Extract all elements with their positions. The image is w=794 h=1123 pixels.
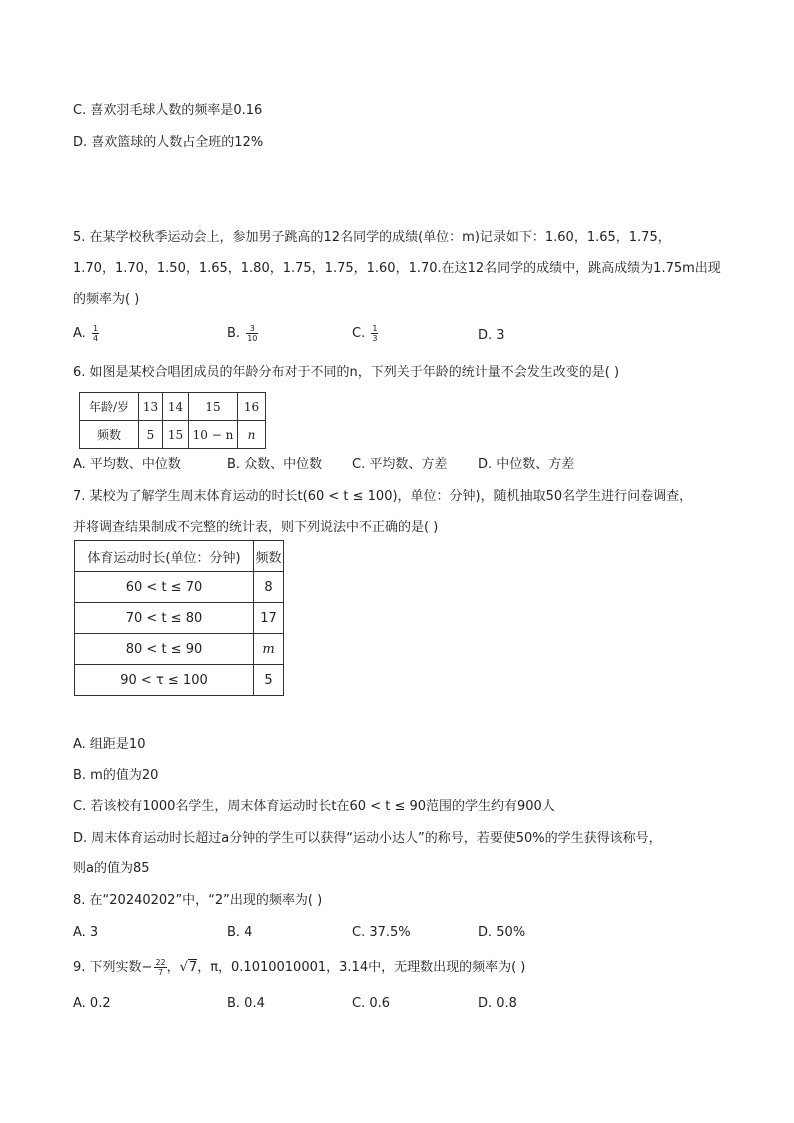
table-row [80,421,266,449]
q5-stem-line1: 5. 在某学校秋季运动会上，参加男子跳高的12名同学的成绩(单位：m)记录如下：1.60，1.65，1.75， [73,230,671,245]
q8-stem: 8. 在“20240202”中，“2”出现的频率为( ) [73,893,323,908]
q9-option-d: D. 0.8 [478,996,517,1011]
q8-option-b: B. 4 [227,925,253,940]
table-cell: 17 [254,603,284,634]
table-cell: m [254,634,284,665]
q6-option-c: C. 平均数、方差 [352,457,448,472]
q7-option-d-line1: D. 周末体育运动时长超过a分钟的学生可以获得“运动小达人”的称号，若要使50%的学生获得该称号， [73,831,662,846]
table-cell: 10 − n [189,421,238,449]
table-header-cell: 体育运动时长(单位：分钟) [75,541,254,572]
q6-option-a: A. 平均数、中位数 [73,457,181,472]
sqrt-argument: 7 [188,960,198,975]
q5-stem-line3: 的频率为( ) [73,292,140,307]
option-label: B. [227,326,241,341]
q7-option-d-line2: 则a的值为85 [73,861,150,876]
table-row [80,393,266,421]
table-row [75,572,284,603]
option-label: D. [478,328,493,343]
q7-stem-line1: 7. 某校为了解学生周末体育运动的时长t(60 < t ≤ 100)，单位：分钟)，随机抽取50名学生进行问卷调查， [73,489,693,504]
q7-option-a: A. 组距是10 [73,737,146,752]
q7-option-b: B. m的值为20 [73,768,159,783]
q5-option-d [478,327,505,345]
table-cell: 70 < t ≤ 80 [75,603,254,634]
q5-option-c [352,324,378,343]
table-row [75,541,284,572]
q4-option-d: D. 喜欢篮球的人数占全班的12% [73,135,264,150]
table-row [75,634,284,665]
q7-stem-line2: 并将调查结果制成不完整的统计表，则下列说法中不正确的是( ) [73,520,439,535]
fraction: $\frac{22}{7}$ [155,958,166,977]
table-header-cell: 频数 [254,541,284,572]
q9-stem-prefix: 9. 下列实数− [73,960,153,975]
table-cell: 15 [163,421,189,449]
q9-option-b: B. 0.4 [227,996,265,1011]
table-cell: 16 [238,393,266,421]
table-cell: 5 [254,665,284,696]
option-label: C. [352,326,366,341]
q9-stem [73,958,525,977]
table-row [75,665,284,696]
q8-option-a: A. 3 [73,925,99,940]
q5-stem-line2: 1.70，1.70，1.50，1.65，1.80，1.75，1.75，1.60，1.70.在这12名同学的成绩中，跳高成绩为1.75m出现 [73,261,721,276]
q9-option-a: A. 0.2 [73,996,111,1011]
table-cell: n [238,421,266,449]
fraction: $\frac{1}{3}$ [372,324,378,343]
q9-option-c: C. 0.6 [352,996,391,1011]
fraction: $\frac{3}{10}$ [247,324,258,343]
option-label: A. [73,326,86,341]
table-cell: 5 [139,421,163,449]
table-cell: 15 [189,393,238,421]
q7-option-c: C. 若该校有1000名学生，周末体育运动时长t在60 < t ≤ 90范围的学生约有900人 [73,799,555,814]
q5-option-a [73,324,99,343]
q6-option-d: D. 中位数、方差 [478,457,575,472]
table-cell: 80 < t ≤ 90 [75,634,254,665]
q6-stem: 6. 如图是某校合唱团成员的年龄分布对于不同的n，下列关于年龄的统计量不会发生改变的是( ) [73,365,620,380]
table-cell: 60 < t ≤ 70 [75,572,254,603]
table-cell: 频数 [80,421,139,449]
table-cell: 年龄/岁 [80,393,139,421]
q9-stem-suffix: ，π，0.1010010001，3.14中，无理数出现的频率为( ) [197,960,526,975]
q6-option-b: B. 众数、中位数 [227,457,323,472]
q5-option-b [227,324,258,343]
table-cell: 14 [163,393,189,421]
table-row [75,603,284,634]
option-value: 3 [496,328,505,343]
fraction: $\frac{1}{4}$ [92,324,99,343]
q4-option-c: C. 喜欢羽毛球人数的频率是0.16 [73,103,263,118]
q8-option-d: D. 50% [478,925,526,940]
table-cell: 90 < τ ≤ 100 [75,665,254,696]
table-cell: 8 [254,572,284,603]
q9-stem-mid: ，√ [166,960,188,975]
table-cell: 13 [139,393,163,421]
q8-option-c: C. 37.5% [352,925,411,940]
q6-age-table [79,392,266,449]
q7-duration-table [74,540,284,696]
